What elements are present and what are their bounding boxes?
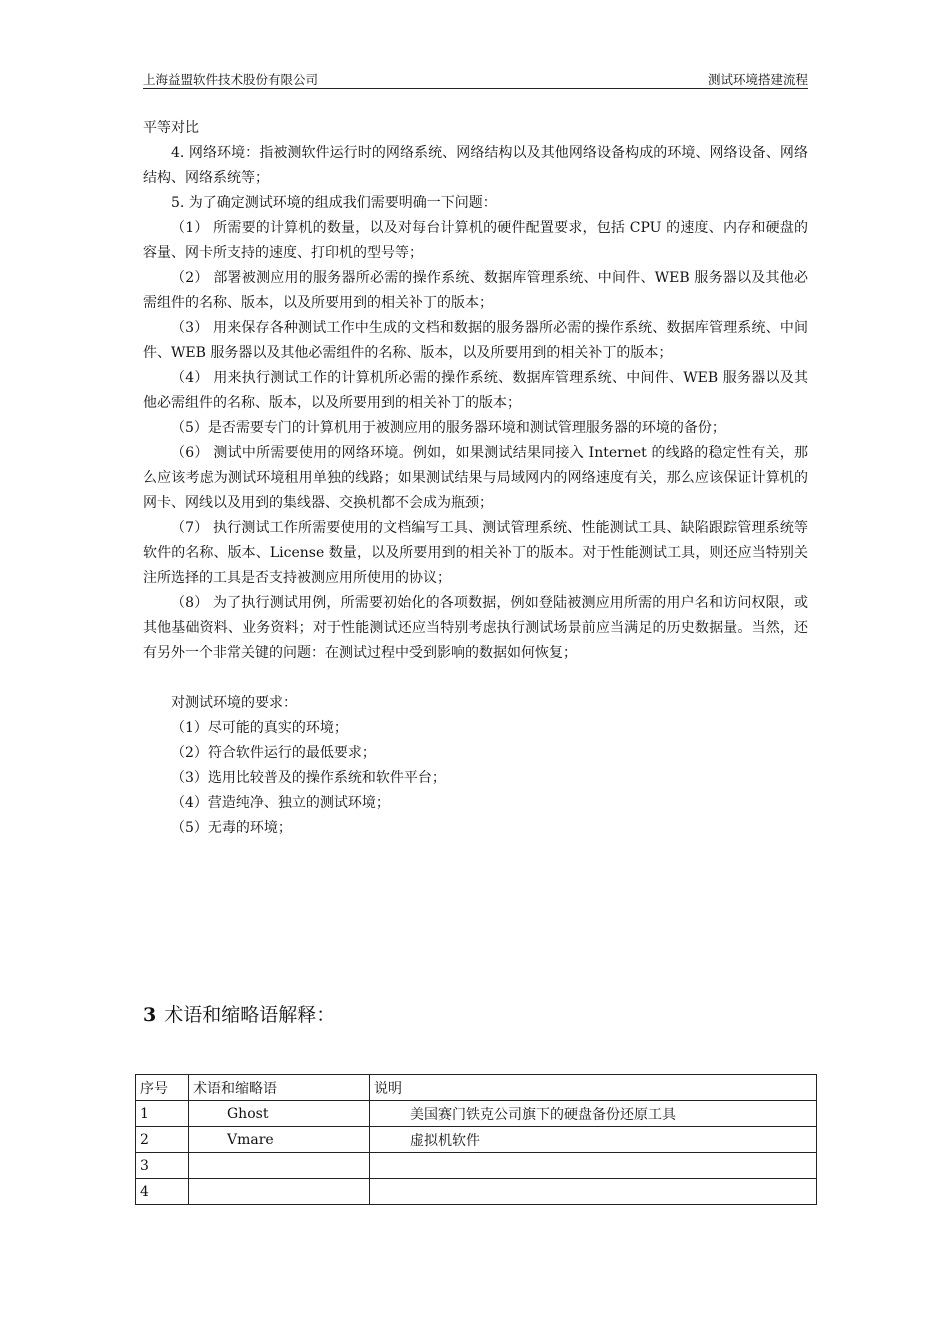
header-cell-description: 说明: [370, 1075, 817, 1101]
term-text: [193, 1158, 227, 1174]
paragraph: 4. 网络环境：指被测软件运行时的网络系统、网络结构以及其他网络设备构成的环境、网络设备、网络结构、网络系统等；: [143, 145, 808, 186]
requirement-item: （4）营造纯净、独立的测试环境；: [171, 795, 390, 811]
header-doc-title: 测试环境搭建流程: [707, 72, 808, 87]
requirement-item: （2）符合软件运行的最低要求；: [171, 745, 376, 761]
term-text: Ghost: [227, 1105, 269, 1122]
requirements-list: [143, 691, 808, 841]
requirement-item: （1）尽可能的真实的环境；: [171, 720, 348, 736]
cell-term: [189, 1179, 370, 1205]
paragraph: （6） 测试中所需要使用的网络环境。例如，如果测试结果同接入 Internet 的线路的稳定性有关，那么应该考虑为测试环境租用单独的线路；如果测试结果与局域网内的网络速度有关，那么应该保证计算机的网卡、网线以及用到的集线器、交换机都不会成为瓶颈；: [143, 445, 808, 511]
cell-description: [370, 1179, 817, 1205]
cell-index: 2: [136, 1127, 189, 1153]
table-row: [136, 1153, 817, 1179]
paragraph: （1） 所需要的计算机的数量，以及对每台计算机的硬件配置要求，包括 CPU 的速度、内存和硬盘的容量、网卡所支持的速度、打印机的型号等；: [143, 220, 808, 261]
paragraph: （5）是否需要专门的计算机用于被测应用的服务器环境和测试管理服务器的环境的备份；: [171, 420, 726, 436]
paragraph: （4） 用来执行测试工作的计算机所必需的操作系统、数据库管理系统、中间件、WEB 服务器以及其他必需组件的名称、版本，以及所要用到的相关补丁的版本；: [143, 370, 808, 411]
paragraph: （7） 执行测试工作所需要使用的文档编写工具、测试管理系统、性能测试工具、缺陷跟踪管理系统等软件的名称、版本、License 数量，以及所要用到的相关补丁的版本。对于性能测试工具，则还应当特别关注所选择的工具是否支持被测应用所使用的协议；: [143, 520, 808, 586]
section-title: 术语和缩略语解释：: [164, 1004, 336, 1026]
cell-description: [370, 1127, 817, 1153]
section-number: 3: [143, 1004, 157, 1026]
description-text: [374, 1184, 410, 1200]
body-content: [143, 116, 808, 841]
cell-index: 1: [136, 1101, 189, 1127]
table-row: [136, 1179, 817, 1205]
description-text: 美国赛门铁克公司旗下的硬盘备份还原工具: [410, 1106, 676, 1123]
term-text: Vmare: [227, 1131, 274, 1148]
paragraph: 平等对比: [143, 120, 199, 136]
cell-description: [370, 1153, 817, 1179]
terms-table: [135, 1074, 817, 1205]
paragraph: （3） 用来保存各种测试工作中生成的文档和数据的服务器所必需的操作系统、数据库管理系统、中间件、WEB 服务器以及其他必需组件的名称、版本，以及所要用到的相关补丁的版本；: [143, 320, 808, 361]
page-header: [143, 70, 808, 89]
table-row: [136, 1127, 817, 1153]
cell-term: [189, 1101, 370, 1127]
header-cell-term: 术语和缩略语: [189, 1075, 370, 1101]
cell-term: [189, 1127, 370, 1153]
cell-description: [370, 1101, 817, 1127]
paragraph: （2） 部署被测应用的服务器所必需的操作系统、数据库管理系统、中间件、WEB 服务器以及其他必需组件的名称、版本，以及所要用到的相关补丁的版本；: [143, 270, 808, 311]
section-heading: [143, 1000, 335, 1030]
table-row: [136, 1101, 817, 1127]
paragraph: 5. 为了确定测试环境的组成我们需要明确一下问题：: [171, 195, 497, 211]
term-text: [193, 1184, 227, 1200]
table-header-row: [136, 1075, 817, 1101]
requirement-item: （3）选用比较普及的操作系统和软件平台；: [171, 770, 446, 786]
cell-index: 3: [136, 1153, 189, 1179]
cell-index: 4: [136, 1179, 189, 1205]
requirement-item: （5）无毒的环境；: [171, 820, 292, 836]
cell-term: [189, 1153, 370, 1179]
paragraph: （8） 为了执行测试用例，所需要初始化的各项数据，例如登陆被测应用所需的用户名和访问权限，或其他基础资料、业务资料；对于性能测试还应当特别考虑执行测试场景前应当满足的历史数据量。当然，还有另外一个非常关键的问题：在测试过程中受到影响的数据如何恢复；: [143, 595, 808, 661]
header-company: 上海益盟软件技术股份有限公司: [143, 72, 319, 87]
header-cell-index: 序号: [136, 1075, 189, 1101]
description-text: 虚拟机软件: [410, 1132, 480, 1149]
description-text: [374, 1158, 410, 1174]
requirements-title: 对测试环境的要求：: [171, 695, 297, 711]
